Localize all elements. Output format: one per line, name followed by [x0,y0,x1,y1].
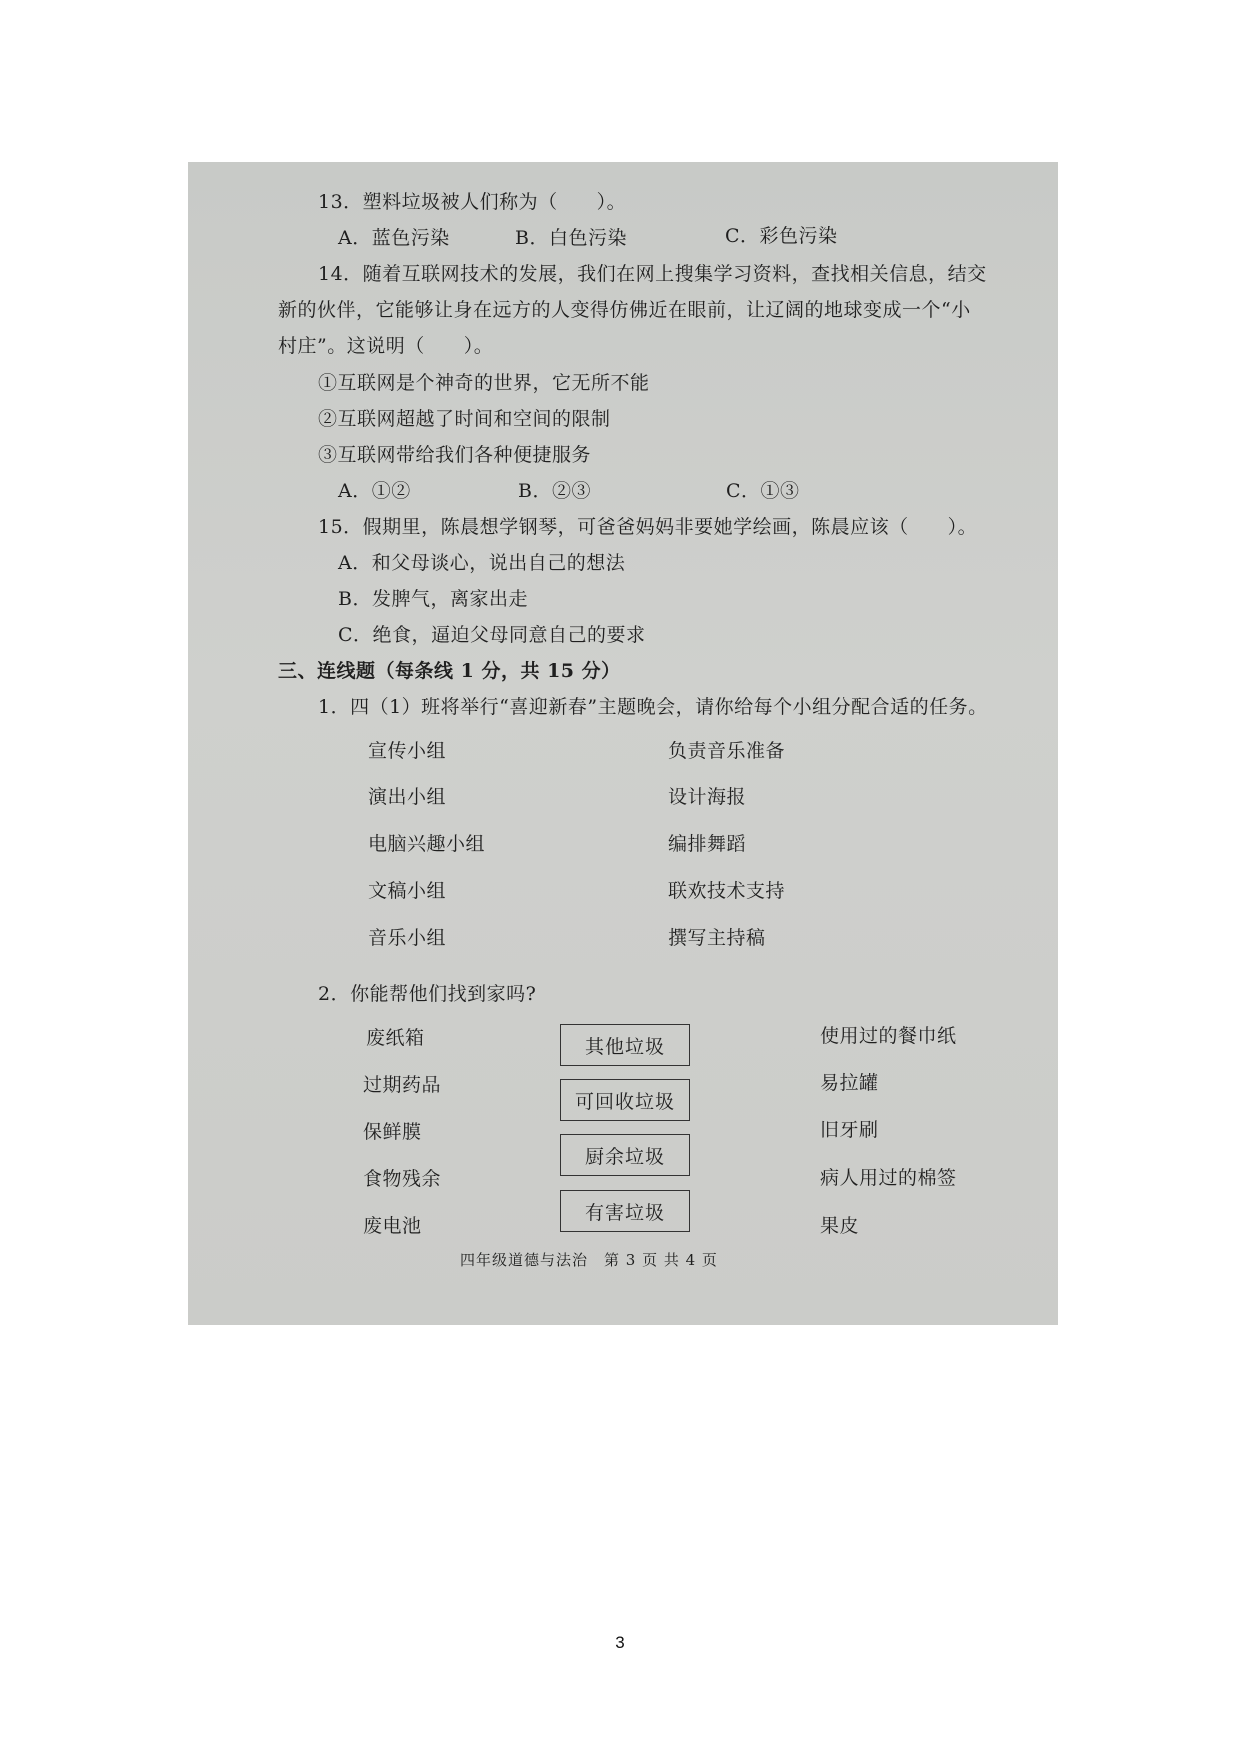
bin-box-hazardous [560,1190,690,1232]
match1-stem: 1．四（1）班将举行“喜迎新春”主题晚会，请你给每个小组分配合适的任务。 [318,696,988,718]
match2-right-item: 果皮 [820,1215,860,1237]
match1-right-item: 撰写主持稿 [668,927,766,949]
bin-box-recyclable [560,1079,690,1121]
match1-left-item: 电脑兴趣小组 [368,833,486,855]
q14-option-a: A．①② [338,480,411,502]
bin-label: 可回收垃圾 [574,1090,675,1113]
match2-right-item: 使用过的餐巾纸 [820,1025,957,1047]
match2-right-item: 旧牙刷 [820,1119,879,1141]
q15-option-b: B．发脾气，离家出走 [338,588,528,610]
match2-right-item: 易拉罐 [820,1072,879,1094]
match2-left-item: 过期药品 [363,1074,442,1096]
exam-photo [188,162,1058,1325]
match2-left-item: 废纸箱 [366,1027,425,1049]
match1-left-item: 宣传小组 [368,740,447,762]
page-number: 3 [615,1633,625,1652]
match1-right-item: 设计海报 [668,786,747,808]
exam-page-footer: 四年级道德与法治 第 3 页 共 4 页 [460,1251,718,1269]
section3-heading: 三、连线题（每条线 1 分，共 15 分） [278,660,621,682]
match1-right-item: 负责音乐准备 [668,740,786,762]
q13-stem: 13．塑料垃圾被人们称为（ ）。 [318,191,627,213]
q14-statement-2: ②互联网超越了时间和空间的限制 [318,408,611,430]
q15-option-a: A．和父母谈心，说出自己的想法 [338,552,626,574]
match1-right-item: 联欢技术支持 [668,880,786,902]
q14-statement-3: ③互联网带给我们各种便捷服务 [318,444,592,466]
show-through-text: ⠀ [708,202,722,223]
bin-box-other [560,1024,690,1066]
q13-option-c: C．彩色污染 [725,225,838,247]
q15-option-c: C．绝食，逼迫父母同意自己的要求 [338,624,646,646]
q15-stem: 15．假期里，陈晨想学钢琴，可爸爸妈妈非要她学绘画，陈晨应该（ ）。 [318,516,978,538]
q14-stem-line2: 新的伙伴，它能够让身在远方的人变得仿佛近在眼前，让辽阔的地球变成一个“小 [278,299,971,321]
match2-left-item: 废电池 [363,1215,422,1237]
bin-label: 有害垃圾 [584,1201,665,1224]
bin-label: 其他垃圾 [584,1035,665,1058]
match2-right-item: 病人用过的棉签 [820,1167,957,1189]
match1-left-item: 演出小组 [368,786,447,808]
match2-stem: 2．你能帮他们找到家吗? [318,983,537,1005]
match1-left-item: 音乐小组 [368,927,447,949]
q14-option-c: C．①③ [726,480,800,502]
bin-box-kitchen [560,1134,690,1176]
q13-option-a: A．蓝色污染 [338,227,450,249]
bin-label: 厨余垃圾 [584,1145,665,1168]
q14-statement-1: ①互联网是个神奇的世界，它无所不能 [318,372,650,394]
match2-left-item: 食物残余 [363,1168,442,1190]
q14-stem-line1: 14．随着互联网技术的发展，我们在网上搜集学习资料，查找相关信息，结交 [318,263,987,285]
match2-left-item: 保鲜膜 [363,1121,422,1143]
q14-option-b: B．②③ [518,480,591,502]
match1-right-item: 编排舞蹈 [668,833,747,855]
q14-stem-line3: 村庄”。这说明（ ）。 [278,335,494,357]
match1-left-item: 文稿小组 [368,880,447,902]
q13-option-b: B．白色污染 [515,227,627,249]
